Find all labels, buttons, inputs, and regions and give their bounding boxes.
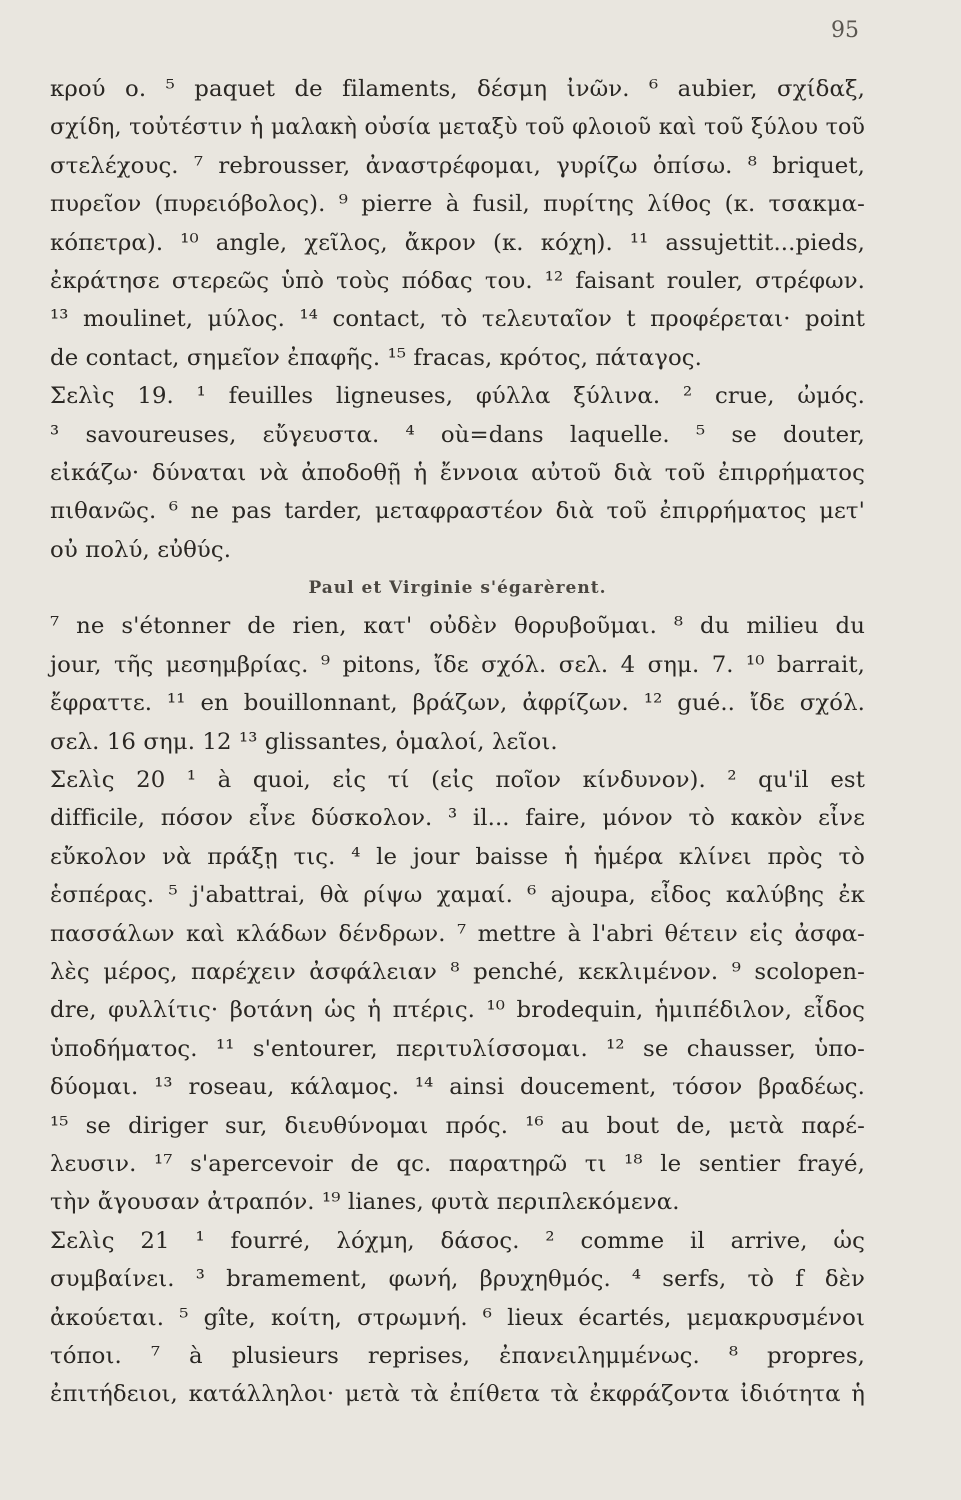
text-line: ἐκράτησε στερεῶς ὑπὸ τοὺς πόδας του. ¹² faisant rouler, στρέφων. bbox=[50, 267, 865, 294]
text-line: ἐπιτήδειοι, κατάλληλοι· μετὰ τὰ ἐπίθετα τὰ ἐκφράζοντα ἰδιότητα ἡ bbox=[50, 1381, 865, 1408]
text-line: οὐ πολύ, εὐθύς. bbox=[50, 536, 232, 563]
text-line: στελέχους. ⁷ rebrousser, ἀναστρέφομαι, γυρίζω ὀπίσω. ⁸ briquet, bbox=[50, 152, 865, 179]
text-line: ³ savoureuses, εὔγευστα. ⁴ où=dans laquelle. ⁵ se douter, bbox=[50, 421, 865, 448]
text-line: ἑσπέρας. ⁵ j'abattrai, θὰ ρίψω χαμαί. ⁶ ajoupa, εἶδος καλύβης ἐκ bbox=[50, 882, 865, 909]
text-line: jour, τῆς μεσημβρίας. ⁹ pitons, ἴδε σχόλ. σελ. 4 σημ. 7. ¹⁰ barrait, bbox=[50, 651, 865, 678]
text-line: ¹⁵ se diriger sur, διευθύνομαι πρός. ¹⁶ au bout de, μετὰ παρέ- bbox=[50, 1112, 865, 1139]
text-line: πυρεῖον (πυρειόβολος). ⁹ pierre à fusil, πυρίτης λίθος (κ. τσακμα- bbox=[50, 191, 865, 218]
text-line: κόπετρα). ¹⁰ angle, χεῖλος, ἄκρον (κ. κόχη). ¹¹ assujettit...pieds, bbox=[50, 229, 865, 256]
page-number: 95 bbox=[831, 18, 859, 43]
text-line: ὑποδήματος. ¹¹ s'entourer, περιτυλίσσομαι. ¹² se chausser, ὑπο- bbox=[50, 1035, 865, 1062]
text-line: συμβαίνει. ³ bramement, φωνή, βρυχηθμός. ⁴ serfs, τὸ f δὲν bbox=[50, 1266, 865, 1293]
text-line: ἔφραττε. ¹¹ en bouillonnant, βράζων, ἀφρίζων. ¹² gué.. ἴδε σχόλ. bbox=[50, 690, 865, 717]
text-line: δύομαι. ¹³ roseau, κάλαμος. ¹⁴ ainsi doucement, τόσον βραδέως. bbox=[50, 1074, 865, 1101]
text-line: λευσιν. ¹⁷ s'apercevoir de qc. παρατηρῶ τι ¹⁸ le sentier frayé, bbox=[50, 1150, 865, 1177]
text-line: Σελὶς 20 ¹ à quoi, εἰς τί (εἰς ποῖον κίνδυνον). ² qu'il est bbox=[50, 767, 865, 794]
annotation-text bbox=[50, 70, 865, 1414]
text-line: λὲς μέρος, παρέχειν ἀσφάλειαν ⁸ penché, κεκλιμένον. ⁹ scolopen- bbox=[50, 958, 865, 985]
text-line: πιθανῶς. ⁶ ne pas tarder, μεταφραστέον διὰ τοῦ ἐπιρρήματος μετ' bbox=[50, 498, 865, 525]
text-line: Σελὶς 21 ¹ fourré, λόχμη, δάσος. ² comme il arrive, ὡς bbox=[50, 1227, 865, 1254]
text-line: dre, φυλλίτις· βοτάνη ὡς ἡ πτέρις. ¹⁰ brodequin, ἡμιπέδιλον, εἶδος bbox=[50, 997, 865, 1024]
text-line: Σελὶς 19. ¹ feuilles ligneuses, φύλλα ξύλινα. ² crue, ὠμός. bbox=[50, 383, 865, 410]
text-line: σελ. 16 σημ. 12 ¹³ glissantes, ὁμαλοί, λεῖοι. bbox=[50, 728, 558, 755]
text-line: difficile, πόσον εἶνε δύσκολον. ³ il... faire, μόνον τὸ κακὸν εἶνε bbox=[50, 805, 865, 832]
text-line: κρού ο. ⁵ paquet de filaments, δέσμη ἰνῶν. ⁶ aubier, σχίδαξ, bbox=[50, 76, 865, 102]
section-heading: Paul et Virginie s'égarèrent. bbox=[308, 578, 607, 599]
text-line: εὔκολον νὰ πράξῃ τις. ⁴ le jour baisse ἡ ἡμέρα κλίνει πρὸς τὸ bbox=[50, 843, 865, 870]
text-line: ἀκούεται. ⁵ gîte, κοίτη, στρωμνή. ⁶ lieux écartés, μεμακρυσμένοι bbox=[50, 1304, 865, 1331]
text-line: σχίδη, τοὐτέστιν ἡ μαλακὴ οὐσία μεταξὺ τοῦ φλοιοῦ καὶ τοῦ ξύλου τοῦ bbox=[50, 114, 865, 141]
text-line: πασσάλων καὶ κλάδων δένδρων. ⁷ mettre à l'abri θέτειν εἰς ἀσφα- bbox=[50, 920, 865, 947]
text-line: τόποι. ⁷ à plusieurs reprises, ἐπανειλημμένως. ⁸ propres, bbox=[50, 1342, 865, 1369]
text-line: de contact, σημεῖον ἐπαφῆς. ¹⁵ fracas, κρότος, πάταγος. bbox=[50, 344, 703, 371]
text-line: εἰκάζω· δύναται νὰ ἀποδοθῇ ἡ ἔννοια αὐτοῦ διὰ τοῦ ἐπιρρήματος bbox=[50, 459, 865, 486]
text-line: ¹³ moulinet, μύλος. ¹⁴ contact, τὸ τελευταῖον t προφέρεται· point bbox=[50, 306, 865, 333]
text-line: ⁷ ne s'étonner de rien, κατ' οὐδὲν θορυβοῦμαι. ⁸ du milieu du bbox=[50, 613, 865, 640]
text-line: τὴν ἄγουσαν ἀτραπόν. ¹⁹ lianes, φυτὰ περιπλεκόμενα. bbox=[50, 1189, 680, 1216]
